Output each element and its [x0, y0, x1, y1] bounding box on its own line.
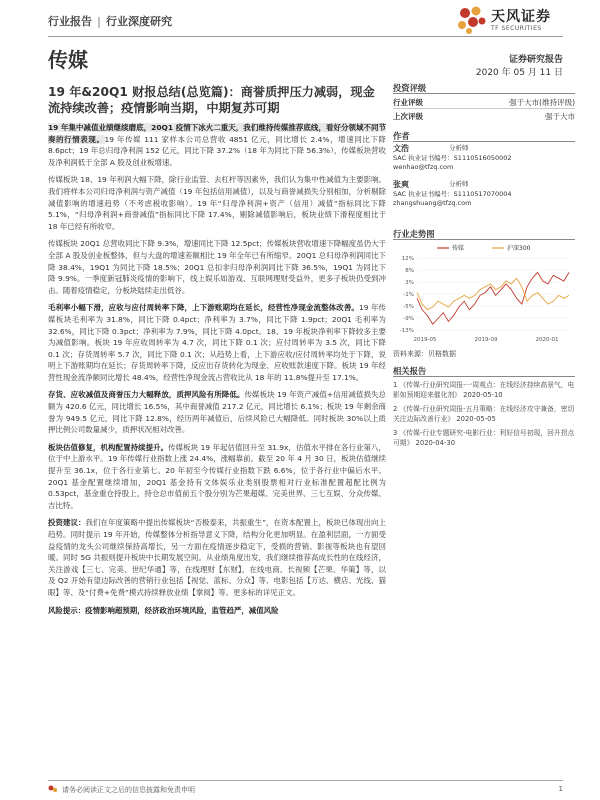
- company-logo-icon: [455, 5, 487, 35]
- company-logo-cn: 天风证券: [491, 9, 551, 25]
- report-type: 证券研究报告: [508, 55, 563, 65]
- chart-y-tick-label: -13%: [399, 328, 414, 334]
- goodwill-text: 传媒板块 19 年资产减值+信用减值损失总额为 420.6 亿元，同比增长 16.5%，其中商誉减值 217.2 亿元，同比增长 6.1%；板块 19 年剩余商誉为 949.5 亿元，同比下降 12.8%，经历两年减值后，后续风险已大幅降低。同时板块 30%以上质押比例公司数量减少，质押状况相对改善。: [48, 390, 386, 435]
- valuation-text: 传媒板块 19 年起估值回升至 31.9x，估值水平排在各行业第八，位于中上游水平。19 年传媒行业指数上涨 24.4%，涨幅靠前。截至 20 年 4 月 30 日，板块估值继续提升至 36.1x，位于各行业第七。20 年初至今传媒行业指数下跌 6.6%，位于各行业中偏后水平。20Q1 基金配置继续增加，20Q1 基金持有文体娱乐业类别股票相对行业标准配置超配比例为 0.53pct，基金重仓持股上，持仓总市值前五个股分别为芒果超媒、完美世界、三七互娱、分众传媒、吉比特。: [48, 442, 386, 510]
- analyst-card: [393, 144, 575, 173]
- sector-title: 传媒: [48, 48, 88, 72]
- report-category: [48, 13, 172, 29]
- report-body: [48, 122, 386, 622]
- industry-rating-value: 强于大市(维持评级): [509, 98, 575, 107]
- goodwill-headline: 存货、应收减值及商誉压力大幅释放，质押风险有所降低。: [48, 390, 245, 400]
- chart-y-tick-label: -9%: [403, 316, 414, 322]
- analyst-email[interactable]: wenhao@tfzq.com: [393, 163, 454, 171]
- analyst-cert: SAC 执业证书编号：S1110517070004: [393, 189, 512, 198]
- chart-x-tick-label: 2019-05: [413, 337, 437, 343]
- author-section-title: 作者: [393, 131, 410, 141]
- analyst-cert: SAC 执业证书编号：S1110516050002: [393, 153, 512, 162]
- chart-y-tick-label: -5%: [403, 304, 414, 310]
- related-report-item[interactable]: 2 《传媒-行业研究周报-五月策略：在线经济攻守兼备，密切关注边际改善行业》 2020-05-05: [393, 405, 575, 423]
- related-report-item[interactable]: 3 《传媒-行业专题研究-电影行业：利好信号初现，回升拐点可期》 2020-04-30: [393, 429, 575, 447]
- impairment-text: 传媒板块 18、19 年利润大幅下降，除行业监管、去杠杆等因素外，我们认为集中性减值为主要影响。我们将样本公司归母净利润与资产减值（19 年包括信用减值），以及与商誉减损失分别相加，分析剔除减值影响的增速趋势（不考虑税收影响）。19 年“归母净利润+资产（信用）减值”指标同比下降 5.1%，“归母净利润+商誉减值”指标同比下降 17.4%，剔除减值影响后，板块业绩下滑程度相比于 18 年已经有所收窄。: [48, 175, 386, 231]
- rating-section-title: 投资评级: [393, 83, 427, 93]
- footer-divider: [48, 780, 563, 781]
- q1-text: 传媒板块 20Q1 总营收同比下降 9.3%，增速同比下降 12.5pct；传媒板块营收增速下降幅度虽仍大于全部 A 股及创业板整体，但与大盘的增速差额相比 19 年全年已有所缩窄。20Q1 总归母净利润同比下降 38.4%，19Q1 为同比下降 18.5%；20Q1 总扣非归母净利润同比下降 36.5%，19Q1 为同比下降 9.9%。一季度新冠肺炎疫情的影响下，线上娱乐如游戏、互联网理财受益外，更多子板块仍受到冲击。随着疫情稳定，分板块陆续走出低谷。: [48, 239, 386, 295]
- report-title: 19 年&20Q1 财报总结(总览篇)：商誉质押压力减弱，现金流持续改善；疫情影响当期，中期复苏可期: [48, 85, 375, 115]
- industry-trend-chart: [393, 242, 575, 344]
- paragraph-impairment: [48, 174, 386, 232]
- chart-y-tick-label: 8%: [405, 268, 414, 274]
- category-primary: 行业报告: [48, 15, 92, 28]
- industry-rating-row: [393, 97, 575, 108]
- investment-text: 我们在年度策略中提出传媒板块“否极泰来，共振重生”，在资本配置上，板块已体现出向上趋势。同时提示 19 年开始，传媒整体分析指导意义下降，结构分化更加明显。在盈利层面，一方面受益疫情的龙头公司继续保持高增长，另一方面在疫情逐步稳定下，受损的营销、影视等板块也有望回暖。同时 5G 共振则提升板块中长期发展空间。从业绩角度出发，我们继续推荐高成长性的在线经济，关注游戏【三七、完美、世纪华通】等，在线理财【东财】，在线电商、长视频【芒果、华策】等，以及 Q2 开始有望边际改善的营销行业包括【视觉、蓝标、分众】等、电影包括【万达、横店、光线、猫眼】等、及“付费+免费”模式持续释放业绩【掌阅】等。更多标的详见正文。: [48, 518, 386, 597]
- chart-y-tick-label: 12%: [401, 256, 414, 262]
- investment-headline: 投资建议：: [48, 518, 86, 528]
- chart-x-tick-label: 2019-09: [474, 337, 498, 343]
- paragraph-investment: [48, 517, 386, 598]
- related-report-item[interactable]: 1 《传媒-行业研究周报-一周观点：在线经济持续高景气，电影如预期迎来催化剂》 2020-05-10: [393, 381, 575, 399]
- paragraph-summary: [48, 122, 386, 168]
- category-secondary: 行业深度研究: [106, 15, 173, 28]
- analyst-card: [393, 180, 575, 209]
- analyst-email[interactable]: zhangshuang@tfzq.com: [393, 199, 472, 207]
- paragraph-goodwill: [48, 389, 386, 435]
- header-divider: [48, 36, 563, 37]
- author-divider: [393, 141, 575, 142]
- chart-divider: [393, 239, 575, 240]
- chart-y-tick-label: 3%: [405, 280, 414, 286]
- previous-rating-row: [393, 111, 575, 122]
- chart-x-tick-label: 2020-01: [535, 337, 559, 343]
- paragraph-valuation: [48, 442, 386, 512]
- company-logo-en: TF SECURITIES: [491, 25, 542, 32]
- margin-headline: 毛利率小幅下滑，应收与应付周转率下降，上下游账期均在延长，经营性净现金流整体改善。: [48, 303, 359, 313]
- footer-logo-icon: [48, 785, 58, 794]
- paragraph-q1: [48, 238, 386, 296]
- report-date: 2020 年 05 月 11 日: [475, 68, 563, 78]
- risk-warning: 风险提示：疫情影响超预期，经济政治环境风险，监管趋严，减值风险: [48, 605, 279, 615]
- summary-text: 19 年传媒 111 家样本公司总营收 4851 亿元，同比增长 2.4%，增速同比下降 8.6pct；19 年总归母净利润 152 亿元，同比下降 37.2%（18 年为同比下降 56.3%），传媒板块营收及净利润低于全部 A 股及创业板增速。: [48, 134, 386, 167]
- category-separator: |: [97, 15, 102, 28]
- chart-section-title: 行业走势图: [393, 229, 435, 239]
- paragraph-margin: [48, 302, 386, 383]
- chart-legend-label: 沪深300: [507, 245, 531, 252]
- chart-y-tick-label: -1%: [403, 292, 414, 298]
- chart-series-line: [417, 272, 569, 324]
- rating-divider: [393, 93, 575, 94]
- chart-legend-label: 传媒: [452, 245, 465, 252]
- industry-rating-label: 行业评级: [393, 98, 423, 107]
- margin-text: 19 年传媒板块毛利率为 31.8%，同比下降 0.4pct；净利率为 3.7%，同比下降 1.9pct；20Q1 毛利率为 32.6%，同比下降 0.3pct；净利率为 7.9%，同比下降 4.0pct。18、19 年板块净利率下降较多主要为减值影响。板块 19 年应收周转率为 4.7 次，同比下降 0.1 次；应付周转率为 3.5 次，同比下降 0.1 次；存货周转率 5.7 次，同比下降 0.1 次；从趋势上看，上下游应收/应付周转率均处于下降，说明上下游账期均在延长；存货周转率下降，反应出存货转化为现金、应收账款速度下降。板块 19 年经营性现金流净额同比增长 48.4%，经营性净现金流占营收比从 18 年的 11.8%提升至 17.1%。: [48, 303, 386, 382]
- chart-source: 资料来源：贝格数据: [393, 350, 456, 358]
- paragraph-risk: [48, 605, 386, 617]
- summary-headline: 19 年集中减值业绩继续磨底，20Q1 疫情下冰火二重天，我们维持传媒推荐底线，看好分领域不同节奏的行情表现。: [48, 123, 386, 144]
- previous-rating-label: 上次评级: [393, 112, 423, 121]
- analyst-name: 张爽: [393, 180, 409, 189]
- related-section-title: 相关报告: [393, 366, 427, 376]
- footer-disclaimer: 请务必阅读正文之后的信息披露和免责申明: [62, 786, 195, 794]
- rating-row-divider: [393, 108, 575, 109]
- related-divider: [393, 376, 575, 377]
- previous-rating-value: 强于大市: [545, 112, 575, 121]
- analyst-role: 分析师: [449, 144, 469, 152]
- page-number: 1: [558, 785, 563, 793]
- analyst-name: 文浩: [393, 144, 409, 153]
- related-reports-list: [393, 380, 575, 448]
- valuation-headline: 板块估值修复，机构配置持续提升。: [48, 442, 169, 452]
- analyst-role: 分析师: [449, 180, 469, 188]
